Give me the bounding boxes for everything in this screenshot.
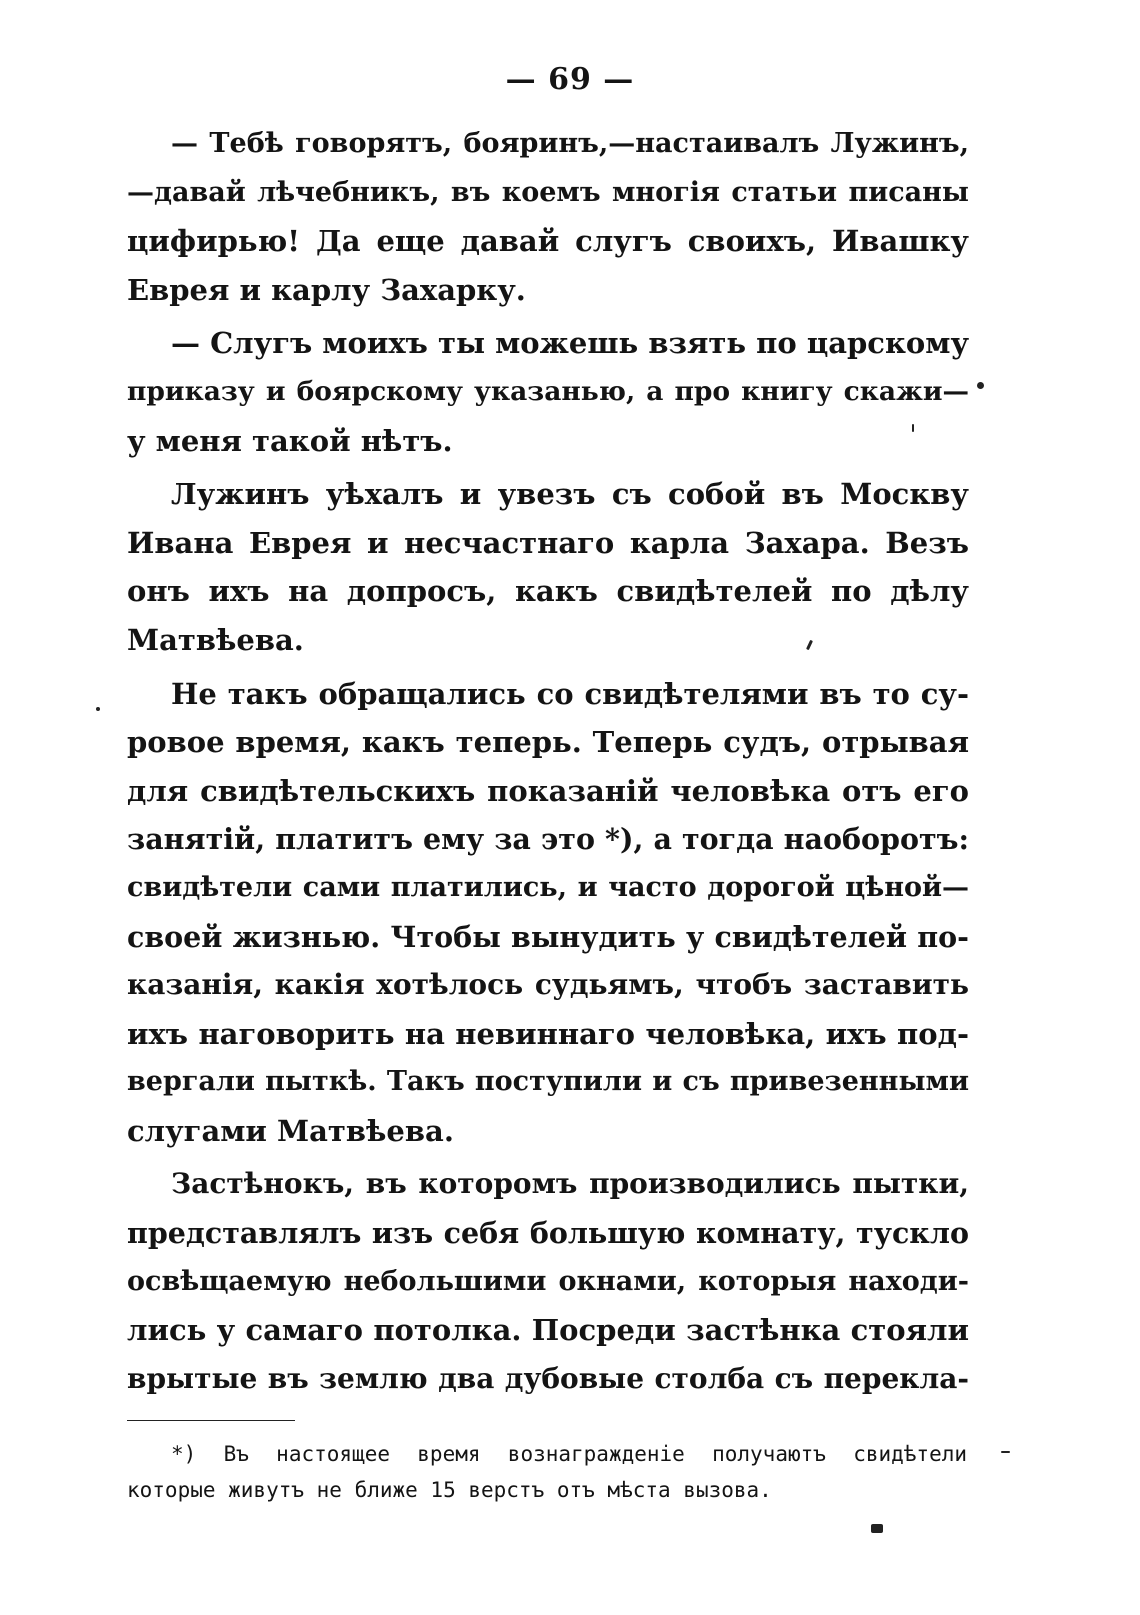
- scan-speck: [96, 707, 100, 711]
- text-line: Не такъ обращались со свидѣтелями въ то су-: [171, 676, 969, 711]
- text-line: вергали пыткѣ. Такъ поступили и съ привезенными: [127, 1066, 969, 1098]
- text-line: ихъ наговорить на невиннаго человѣка, ихъ под-: [127, 1016, 969, 1051]
- footnote: [127, 1436, 967, 1508]
- text-line: цифирью! Да еще давай слугъ своихъ, Ивашку: [127, 224, 969, 259]
- paragraph: [127, 670, 969, 1156]
- text-line: —давай лѣчебникъ, въ коемъ многія статьи писаны: [127, 176, 969, 208]
- body-text: [127, 120, 969, 1403]
- text-line: слугами Матвѣева.: [127, 1113, 454, 1148]
- scan-speck: [977, 382, 984, 389]
- text-line: Матвѣева.: [127, 622, 304, 657]
- text-line: освѣщаемую небольшими окнами, которыя находи-: [127, 1265, 969, 1297]
- text-line: Лужинъ уѣхалъ и увезъ съ собой въ Москву: [171, 477, 969, 512]
- scan-speck: [1001, 1451, 1010, 1453]
- text-line: свидѣтели сами платились, и часто дорогой цѣной—: [127, 871, 969, 903]
- text-line: врытые въ землю два дубовые столба съ перекла-: [127, 1361, 969, 1395]
- page-number: — 69 —: [505, 62, 635, 97]
- paragraph: [127, 470, 969, 664]
- text-line: Застѣнокъ, въ которомъ производились пытки,: [171, 1167, 969, 1201]
- text-line: своей жизнью. Чтобы вынудить у свидѣтелей по-: [127, 919, 969, 954]
- footnote-line: которые живутъ не ближе 15 верстъ отъ мѣста вызова.: [127, 1478, 772, 1502]
- text-line: представлялъ изъ себя большую комнату, тускло: [127, 1216, 969, 1251]
- scan-speck: [871, 1524, 883, 1533]
- paragraph: [127, 120, 969, 314]
- text-line: казанія, какія хотѣлось судьямъ, чтобъ заставить: [127, 968, 969, 1002]
- paragraph: [127, 319, 969, 465]
- text-line: — Слугъ моихъ ты можешь взять по царскому: [171, 326, 970, 361]
- text-line: приказу и боярскому указанью, а про книгу скажи—: [127, 375, 969, 407]
- text-line: ровое время, какъ теперь. Теперь судъ, отрывая: [127, 725, 969, 760]
- text-line: Ивана Еврея и несчастнаго карла Захара. Везъ: [127, 525, 969, 560]
- text-line: онъ ихъ на допросъ, какъ свидѣтелей по дѣлу: [127, 574, 969, 609]
- text-line: лись у самаго потолка. Посреди застѣнка стояли: [127, 1313, 969, 1348]
- text-line: у меня такой нѣтъ.: [127, 423, 453, 458]
- paragraph: [127, 1160, 969, 1403]
- text-line: занятій, платитъ ему за это *), а тогда наоборотъ:: [127, 822, 969, 857]
- text-line: — Тебѣ говорятъ, бояринъ,—настаивалъ Лужинъ,: [171, 128, 969, 159]
- footnote-divider: [127, 1420, 295, 1421]
- text-line: для свидѣтельскихъ показаній человѣка отъ его: [127, 773, 969, 808]
- footnote-line: *) Въ настоящее время вознагражденіе получаютъ свидѣтели: [171, 1442, 967, 1466]
- text-line: Еврея и карлу Захарку.: [127, 272, 526, 307]
- scan-speck: [912, 424, 914, 432]
